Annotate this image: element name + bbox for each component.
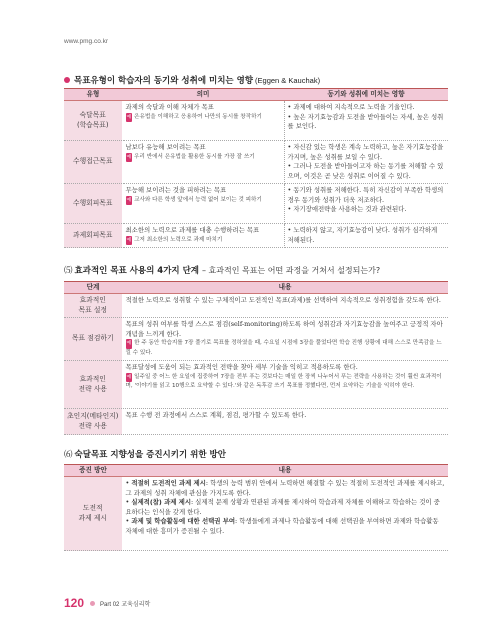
strategy-item: [126, 479, 446, 498]
example-note: [126, 196, 281, 206]
table-row: [64, 409, 448, 435]
example-badge: 예: [126, 236, 133, 246]
example-text: 은유법을 이해하고 응용하여 나만의 동시를 창작하기: [134, 113, 262, 120]
strategy-label: 도전적 과제 제시: [64, 477, 122, 551]
bullet-icon: •: [287, 205, 294, 213]
table-row: [64, 318, 448, 361]
goal-meaning: [122, 141, 284, 184]
effect-item: [288, 162, 446, 181]
header-step: 단계: [64, 282, 122, 294]
bullet-icon: •: [125, 498, 132, 506]
table-row: [64, 224, 448, 248]
strategy-lead: 실제적(참) 과제 제시: [131, 498, 191, 506]
effect-text: 자신감 있는 학생은 계속 노력하고, 높은 자기효능감을 가지며, 높은 성취를 보일 수 있다.: [287, 143, 444, 161]
table-row: [64, 101, 448, 141]
bullet-dot-icon: [64, 77, 70, 83]
section3-heading: [64, 448, 226, 460]
section2-number: ⑸: [64, 266, 73, 276]
example-text: 우리 반에서 은유법을 활용한 동시를 가장 잘 쓰기: [134, 153, 255, 160]
example-badge: 예: [126, 196, 133, 206]
effect-text: 자기장애전략을 사용하는 것과 관련된다.: [293, 205, 407, 213]
section1-title-en: (Eggen & Kauchak): [255, 75, 321, 85]
strategy-text: : 학생의 능력 범위 안에서 노력하면 해결할 수 있는 적절히 도전적인 과제를 제시하고, 그 과제의 성취 자체에 관심을 가지도록 한다.: [125, 479, 445, 497]
bullet-icon: •: [125, 479, 132, 487]
goal-type-label: 수행회피목표: [64, 184, 122, 224]
bullet-icon: •: [287, 143, 294, 151]
strategy-lead: 과제 및 학습활동에 대한 선택권 부여: [131, 517, 236, 525]
bullet-icon: •: [287, 226, 294, 234]
example-note: [126, 236, 281, 246]
effect-item: [288, 103, 446, 113]
step-label: 초인지(메타인지) 전략 사용: [64, 409, 122, 435]
page-number: 120: [64, 596, 85, 610]
table-row: [64, 184, 448, 224]
goal-type-table: [64, 88, 448, 248]
meaning-text: 무능해 보이려는 것을 피하려는 목표: [125, 186, 227, 194]
section3-title: 숙달목표 지향성을 증진시키기 위한 방안: [74, 450, 226, 460]
page-footer: [64, 596, 150, 610]
effect-text: 노력하지 않고, 자기효능감이 낮다. 성취가 심각하게 저해된다.: [287, 226, 438, 244]
goal-meaning: [122, 101, 284, 141]
goal-type-label: 수행접근목표: [64, 141, 122, 184]
header-content: 내용: [122, 282, 448, 294]
example-note: [126, 339, 446, 358]
effect-text: 높은 자기효능감과 도전을 받아들이는 자세, 높은 성취를 보인다.: [287, 112, 444, 130]
goal-type-label: 과제회피목표: [64, 224, 122, 248]
step-content: [122, 409, 448, 435]
effect-item: [288, 143, 446, 162]
goal-meaning: [122, 184, 284, 224]
effect-item: [288, 186, 446, 205]
example-badge: 예: [126, 113, 133, 123]
table-row: [64, 141, 448, 184]
step-text: 적절한 노력으로 성취할 수 있는 구체적이고 도전적인 목표(과제)를 선택하여 지속적으로 성취경험을 갖도록 한다.: [125, 296, 441, 304]
footer-part-label: Part 02: [100, 601, 120, 608]
table-row: [64, 477, 448, 551]
section1-heading: [64, 74, 320, 86]
header-strategy: 증진 방안: [64, 465, 122, 477]
table-row: [64, 361, 448, 409]
goal-type-label: 숙달목표 (학습목표): [64, 101, 122, 141]
section2-title: 효과적인 목표 사용의 4가지 단계: [74, 266, 200, 276]
step-content: [122, 318, 448, 361]
example-text: 일주일 중 어느 한 요일에 집중하여 7장을 전부 푸는 것보다는 매일 한 장씩 나누어서 푸는 전략을 사용하는 것이 훨씬 효과적이며, '이야기를 읽고 10행으로 요약할 수 있다.'와 같은 독후감 쓰기 목표를 정했다면, 먼저 요약하는 기술을 익히야 한다.: [125, 373, 442, 389]
site-url: www.pmg.co.kr: [64, 38, 109, 45]
header-meaning: 의미: [122, 89, 284, 101]
section1-title: 목표유형이 학습자의 동기와 성취에 미치는 영향: [74, 76, 254, 86]
step-label: 효과적인 전략 사용: [64, 361, 122, 409]
example-text: 한 주 동안 학습지를 7장 풀기로 목표를 정하였을 때, 수요일 시점에 3장을 풀었다면 학습 진행 상황에 대해 스스로 만족감을 느낄 수 있다.: [125, 340, 442, 356]
effect-item: [288, 205, 446, 215]
bullet-icon: •: [287, 112, 294, 121]
step-content: [122, 361, 448, 409]
example-note: [126, 373, 446, 392]
example-note: [126, 113, 281, 123]
step-text: 목표의 성취 여부를 학생 스스로 점검(self-monitoring)하도록 하여 성취감과 자기효능감을 높여주고 긍정적 자아개념을 느끼게 한다.: [125, 320, 443, 338]
strategy-item: [126, 498, 446, 517]
goal-meaning: [122, 224, 284, 248]
example-badge: 예: [126, 153, 133, 163]
meaning-text: 과제의 숙달과 이해 자체가 목표: [125, 103, 214, 111]
step-text: 목표 수행 전 과정에서 스스로 계획, 점검, 평가할 수 있도록 한다.: [125, 411, 307, 419]
header-content: 내용: [122, 465, 448, 477]
meaning-text: 남보다 유능해 보이려는 목표: [125, 143, 206, 151]
table-row: [64, 294, 448, 318]
example-note: [126, 153, 281, 163]
section2-heading: [64, 264, 380, 276]
strategy-text: : 실제적 문제 상황과 연관된 과제를 제시하여 학습과제 자체를 이해하고 학습하는 것이 중요하다는 인식을 갖게 한다.: [125, 498, 440, 516]
meaning-text: 최소한의 노력으로 과제를 대충 수행하려는 목표: [125, 226, 260, 234]
bullet-icon: •: [287, 103, 294, 111]
bullet-icon: •: [287, 162, 294, 170]
strategy-content: [122, 477, 448, 551]
effect-text: 과제에 대하여 지속적으로 노력을 기울인다.: [293, 103, 415, 111]
strategy-item: [126, 517, 446, 536]
effect-item: [288, 226, 446, 245]
section3-number: ⑹: [64, 450, 73, 460]
mastery-strategy-table: [64, 464, 448, 551]
bullet-icon: •: [125, 517, 132, 525]
goal-steps-table: [64, 281, 448, 435]
example-text: 교사와 다른 학생 앞에서 능력 없어 보이는 것 피하기: [134, 196, 262, 203]
step-label: 효과적인 목표 설정: [64, 294, 122, 318]
goal-effects: [284, 141, 448, 184]
goal-effects: [284, 184, 448, 224]
example-badge: 예: [126, 339, 133, 349]
strategy-text: : 학생들에게 과제나 학습활동에 대해 선택권을 부여하면 과제와 학습활동 자체에 대한 흥미가 증진될 수 있다.: [125, 517, 439, 535]
effect-text: 동기와 성취를 저해한다. 특히 자신감이 부족한 학생의 경우 동기와 성취가 더욱 저조하다.: [287, 186, 444, 204]
goal-effects: [284, 101, 448, 141]
example-text: 그저 최소한의 노력으로 과제 마치기: [134, 236, 223, 243]
step-text: 목표달성에 도움이 되는 효과적인 전략을 찾아 세부 기술을 익히고 적용하도록 한다.: [125, 363, 358, 371]
bullet-icon: •: [287, 186, 294, 194]
header-effect: 동기와 성취에 미치는 영향: [284, 89, 448, 101]
strategy-lead: 적절히 도전적인 과제 제시: [131, 479, 206, 487]
step-label: 목표 점검하기: [64, 318, 122, 361]
example-badge: 예: [126, 373, 133, 383]
footer-subject: 교육심리학: [121, 600, 151, 608]
section2-subtitle: – 효과적인 목표는 어떤 과정을 거쳐서 설정되는가?: [202, 265, 381, 275]
footer-dot-icon: [90, 601, 95, 606]
goal-effects: [284, 224, 448, 248]
effect-text: 그러나 도전을 받아들이고자 하는 동기를 저해할 수 있으며, 이것은 곧 낮은 성취로 이어질 수 있다.: [287, 162, 444, 180]
step-content: [122, 294, 448, 318]
header-type: 유형: [64, 89, 122, 101]
effect-item: [288, 113, 446, 132]
footer-part: [100, 599, 150, 608]
